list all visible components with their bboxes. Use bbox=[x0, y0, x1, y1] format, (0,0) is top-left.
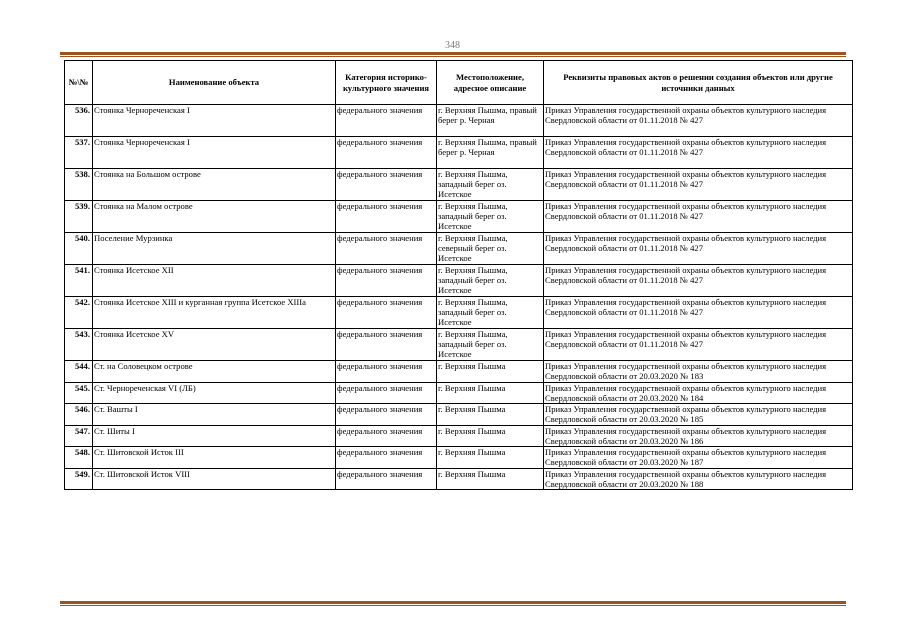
cell-category: федерального значения bbox=[336, 297, 437, 329]
cell-name: Ст. Шиты I bbox=[93, 425, 336, 447]
cell-num: 542. bbox=[65, 297, 93, 329]
cell-requisites: Приказ Управления государственной охраны объектов культурного наследия Свердловской области от 01.11.2018 № 427 bbox=[544, 201, 853, 233]
cell-category: федерального значения bbox=[336, 361, 437, 383]
cell-requisites: Приказ Управления государственной охраны объектов культурного наследия Свердловской области от 01.11.2018 № 427 bbox=[544, 297, 853, 329]
table-row bbox=[65, 201, 853, 233]
cell-location: г. Верхняя Пышма bbox=[437, 404, 544, 426]
cell-num: 540. bbox=[65, 233, 93, 265]
cell-name: Ст. на Соловецком острове bbox=[93, 361, 336, 383]
cell-name: Стоянка Чернореченская I bbox=[93, 137, 336, 169]
table-row bbox=[65, 468, 853, 490]
cell-name: Стоянка Исетское XIII и курганная группа Исетское XIIIа bbox=[93, 297, 336, 329]
table-row bbox=[65, 447, 853, 469]
cell-name: Стоянка Исетское XII bbox=[93, 265, 336, 297]
header-requisites: Реквизиты правовых актов о решении создания объектов или другие источники данных bbox=[544, 61, 853, 105]
cell-requisites: Приказ Управления государственной охраны объектов культурного наследия Свердловской области от 20.03.2020 № 183 bbox=[544, 361, 853, 383]
table-row bbox=[65, 265, 853, 297]
cell-name: Ст. Шитовской Исток III bbox=[93, 447, 336, 469]
cell-requisites: Приказ Управления государственной охраны объектов культурного наследия Свердловской области от 20.03.2020 № 186 bbox=[544, 425, 853, 447]
table-row bbox=[65, 137, 853, 169]
cell-location: г. Верхняя Пышма, западный берег оз. Исетское bbox=[437, 169, 544, 201]
cell-requisites: Приказ Управления государственной охраны объектов культурного наследия Свердловской области от 01.11.2018 № 427 bbox=[544, 329, 853, 361]
cell-location: г. Верхняя Пышма bbox=[437, 382, 544, 404]
table-row bbox=[65, 297, 853, 329]
cell-category: федерального значения bbox=[336, 468, 437, 490]
cell-num: 543. bbox=[65, 329, 93, 361]
cell-location: г. Верхняя Пышма bbox=[437, 425, 544, 447]
cell-num: 546. bbox=[65, 404, 93, 426]
cell-name: Стоянка Исетское XV bbox=[93, 329, 336, 361]
cell-name: Поселение Мурзинка bbox=[93, 233, 336, 265]
cell-location: г. Верхняя Пышма, северный берег оз. Исетское bbox=[437, 233, 544, 265]
cell-num: 549. bbox=[65, 468, 93, 490]
cell-name: Стоянка на Большом острове bbox=[93, 169, 336, 201]
cell-name: Ст. Шитовской Исток VIII bbox=[93, 468, 336, 490]
cell-name: Ст. Вашты I bbox=[93, 404, 336, 426]
cell-location: г. Верхняя Пышма bbox=[437, 447, 544, 469]
cell-name: Ст. Чернореченская VI (ЛБ) bbox=[93, 382, 336, 404]
cell-location: г. Верхняя Пышма bbox=[437, 468, 544, 490]
cell-category: федерального значения bbox=[336, 201, 437, 233]
footer-rule-thick bbox=[60, 601, 846, 604]
cell-requisites: Приказ Управления государственной охраны объектов культурного наследия Свердловской области от 01.11.2018 № 427 bbox=[544, 169, 853, 201]
cell-category: федерального значения bbox=[336, 404, 437, 426]
table-header-row bbox=[65, 61, 853, 105]
cell-requisites: Приказ Управления государственной охраны объектов культурного наследия Свердловской области от 20.03.2020 № 187 bbox=[544, 447, 853, 469]
cell-category: федерального значения bbox=[336, 382, 437, 404]
cell-requisites: Приказ Управления государственной охраны объектов культурного наследия Свердловской области от 20.03.2020 № 184 bbox=[544, 382, 853, 404]
cell-category: федерального значения bbox=[336, 425, 437, 447]
page-number: 348 bbox=[445, 40, 460, 51]
table-row bbox=[65, 233, 853, 265]
cell-category: федерального значения bbox=[336, 105, 437, 137]
cell-location: г. Верхняя Пышма, правый берег р. Черная bbox=[437, 137, 544, 169]
cell-name: Стоянка на Малом острове bbox=[93, 201, 336, 233]
heritage-objects-table bbox=[64, 60, 853, 490]
cell-category: федерального значения bbox=[336, 265, 437, 297]
cell-location: г. Верхняя Пышма, правый берег р. Черная bbox=[437, 105, 544, 137]
table-row bbox=[65, 382, 853, 404]
cell-requisites: Приказ Управления государственной охраны объектов культурного наследия Свердловской области от 01.11.2018 № 427 bbox=[544, 265, 853, 297]
footer-rule-thin bbox=[60, 605, 846, 606]
cell-category: федерального значения bbox=[336, 169, 437, 201]
cell-category: федерального значения bbox=[336, 329, 437, 361]
cell-category: федерального значения bbox=[336, 447, 437, 469]
cell-location: г. Верхняя Пышма, западный берег оз. Исетское bbox=[437, 201, 544, 233]
table-row bbox=[65, 404, 853, 426]
cell-location: г. Верхняя Пышма, западный берег оз. Исетское bbox=[437, 329, 544, 361]
cell-num: 541. bbox=[65, 265, 93, 297]
table-row bbox=[65, 425, 853, 447]
cell-requisites: Приказ Управления государственной охраны объектов культурного наследия Свердловской области от 20.03.2020 № 185 bbox=[544, 404, 853, 426]
table-row bbox=[65, 329, 853, 361]
cell-requisites: Приказ Управления государственной охраны объектов культурного наследия Свердловской области от 01.11.2018 № 427 bbox=[544, 137, 853, 169]
cell-num: 538. bbox=[65, 169, 93, 201]
table-body bbox=[65, 105, 853, 490]
header-num: №\№ bbox=[65, 61, 93, 105]
cell-num: 544. bbox=[65, 361, 93, 383]
cell-category: федерального значения bbox=[336, 137, 437, 169]
header-location: Местоположение, адресное описание bbox=[437, 61, 544, 105]
cell-category: федерального значения bbox=[336, 233, 437, 265]
cell-location: г. Верхняя Пышма bbox=[437, 361, 544, 383]
header-rule-thick bbox=[60, 52, 846, 55]
header-category: Категория историко-культурного значения bbox=[336, 61, 437, 105]
cell-num: 545. bbox=[65, 382, 93, 404]
cell-num: 537. bbox=[65, 137, 93, 169]
cell-num: 547. bbox=[65, 425, 93, 447]
table-row bbox=[65, 105, 853, 137]
cell-location: г. Верхняя Пышма, западный берег оз. Исетское bbox=[437, 265, 544, 297]
cell-location: г. Верхняя Пышма, западный берег оз. Исетское bbox=[437, 297, 544, 329]
cell-requisites: Приказ Управления государственной охраны объектов культурного наследия Свердловской области от 01.11.2018 № 427 bbox=[544, 233, 853, 265]
cell-requisites: Приказ Управления государственной охраны объектов культурного наследия Свердловской области от 20.03.2020 № 188 bbox=[544, 468, 853, 490]
cell-num: 539. bbox=[65, 201, 93, 233]
cell-requisites: Приказ Управления государственной охраны объектов культурного наследия Свердловской области от 01.11.2018 № 427 bbox=[544, 105, 853, 137]
table-row bbox=[65, 361, 853, 383]
header-name: Наименование объекта bbox=[93, 61, 336, 105]
header-rule-thin bbox=[60, 56, 846, 57]
cell-name: Стоянка Чернореченская I bbox=[93, 105, 336, 137]
table-row bbox=[65, 169, 853, 201]
cell-num: 548. bbox=[65, 447, 93, 469]
cell-num: 536. bbox=[65, 105, 93, 137]
